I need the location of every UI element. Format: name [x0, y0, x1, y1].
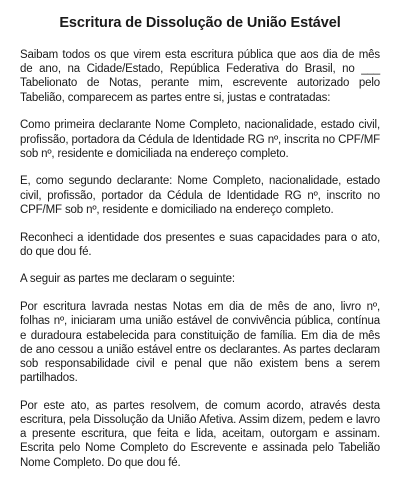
document-body — [20, 48, 380, 470]
document-title: Escritura de Dissolução de União Estável — [59, 15, 341, 31]
paragraph-first-declarant: Como primeira declarante Nome Completo, nacionalidade, estado civil, profissão, portadora da Cédula de Identidade RG nº, inscrita no CPF/MF sob nº, residente e domiciliada na endereço completo. — [20, 119, 380, 160]
paragraph-dissolution: Por este ato, as partes resolvem, de comum acordo, através desta escritura, pela Dissolução da União Afetiva. Assim dizem, pedem e lavro a presente escritura, que feita e lida, aceitam, outorgam e assinam. Escrita pelo Nome Completo do Escrevente e assinada pelo Tabelião Nome Completo. Do que dou fé. — [20, 399, 380, 469]
paragraph-preamble: Saibam todos os que virem esta escritura pública que aos dia de mês de ano, na Cidade/Estado, República Federativa do Brasil, no ___ Tabelionato de Notas, perante mim, escrevente autorizado pelo Tabelião, comparecem as partes entre si, justas e contratadas: — [20, 49, 380, 104]
paragraph-second-declarant: E, como segundo declarante: Nome Completo, nacionalidade, estado civil, profissão, portador da Cédula de Identidade RG nº, inscrito no CPF/MF sob nº, residente e domiciliado na endereço completo. — [20, 175, 380, 216]
paragraph-union-history: Por escritura lavrada nestas Notas em dia de mês de ano, livro nº, folhas nº, iniciaram uma união estável de convivência pública, contínua e duradoura estabelecida para constituição de família. Em dia de mês de ano cessou a união estável entre os declarantes. As partes declaram sob responsabilidade civil e penal que não existem bens a serem partilhados. — [20, 301, 380, 385]
paragraph-declaration-intro: A seguir as partes me declaram o seguinte: — [20, 273, 235, 286]
paragraph-identity-recognition: Reconheci a identidade dos presentes e suas capacidades para o ato, do que dou fé. — [20, 231, 380, 258]
